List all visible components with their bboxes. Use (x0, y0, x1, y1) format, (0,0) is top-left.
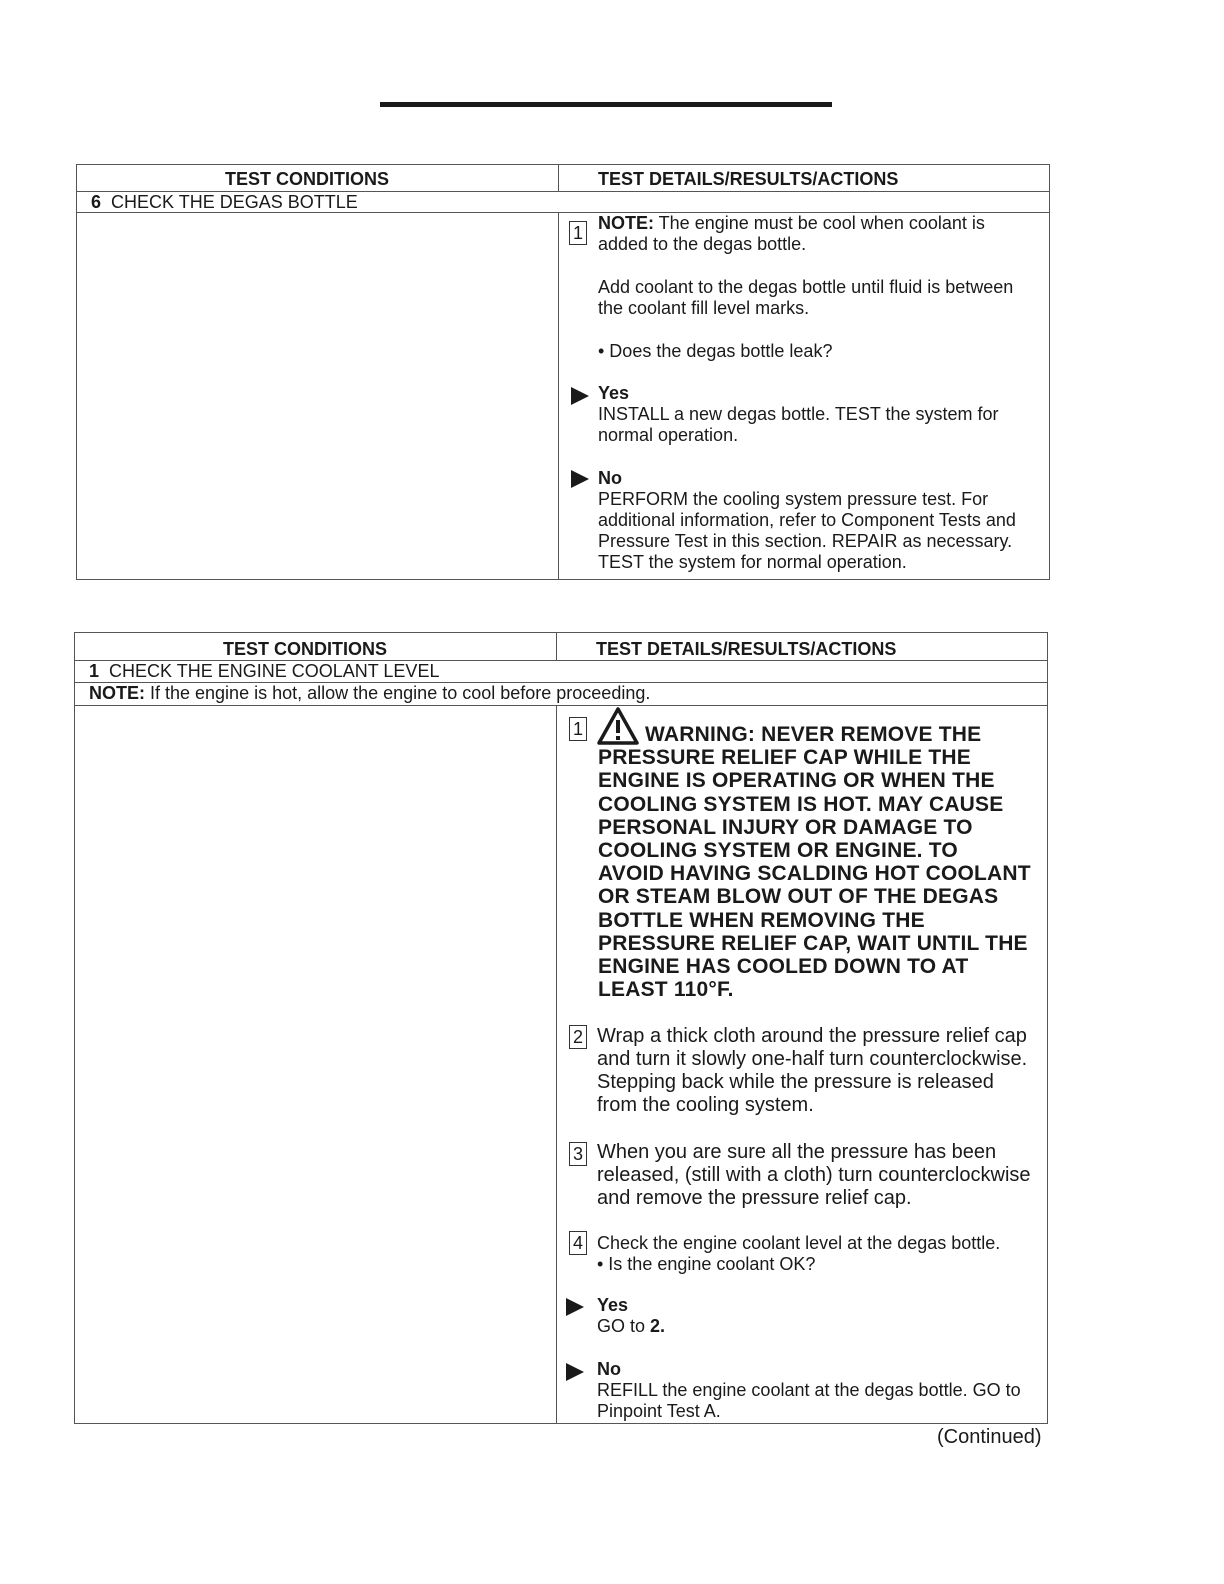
step-title (89, 661, 439, 682)
substep4-text (597, 1233, 1000, 1275)
table-engine-coolant-level (74, 632, 1048, 1424)
note-body: If the engine is hot, allow the engine to cool before proceeding. (145, 683, 651, 703)
substep2-line: and turn it slowly one-half turn counterclockwise. (597, 1048, 1028, 1070)
no-line2: Pinpoint Test A. (597, 1401, 721, 1421)
substep3-text (597, 1141, 1031, 1210)
step-title (91, 192, 358, 213)
note-line2: added to the degas bottle. (598, 234, 807, 254)
yes-label: Yes (597, 1295, 629, 1315)
table-header-row (77, 165, 1049, 192)
col-header-test-conditions: TEST CONDITIONS (225, 169, 390, 189)
substep4-line2: • Is the engine coolant OK? (597, 1254, 816, 1274)
yes-text: GO to (597, 1316, 651, 1336)
continued-label: (Continued) (937, 1426, 1042, 1448)
no-block (598, 468, 1016, 573)
yes-block (597, 1295, 665, 1337)
col-header-test-details: TEST DETAILS/RESULTS/ACTIONS (598, 169, 899, 189)
note-label: NOTE: (598, 213, 654, 233)
warning-line: OR STEAM BLOW OUT OF THE DEGAS (598, 885, 999, 909)
warning-line: COOLING SYSTEM IS HOT. MAY CAUSE (598, 792, 1004, 816)
substep2-line: Stepping back while the pressure is released (597, 1071, 994, 1093)
column-divider (558, 165, 559, 192)
question-text: • Does the degas bottle leak? (598, 341, 833, 361)
substep4-line1: Check the engine coolant level at the degas bottle. (597, 1233, 1001, 1253)
substep2-line: Wrap a thick cloth around the pressure relief cap (597, 1025, 1027, 1047)
no-arrow-icon (571, 470, 589, 488)
warning-line: LEAST 110°F. (598, 978, 734, 1002)
substep3-line: and remove the pressure relief cap. (597, 1187, 912, 1209)
col-header-test-conditions: TEST CONDITIONS (223, 639, 388, 659)
column-divider (556, 633, 557, 661)
yes-line2: normal operation. (598, 425, 739, 445)
step-number-box: 4 (569, 1231, 587, 1255)
warning-line: AVOID HAVING SCALDING HOT COOLANT (598, 862, 1031, 886)
warning-text (598, 723, 1031, 1001)
instruction-paragraph (598, 277, 1013, 319)
no-line3: Pressure Test in this section. REPAIR as necessary. (598, 531, 1013, 551)
substep2-text (597, 1025, 1037, 1117)
yes-arrow-icon (571, 387, 589, 405)
no-line4: TEST the system for normal operation. (598, 552, 907, 572)
instruction-line1: Add coolant to the degas bottle until fluid is between (598, 277, 1014, 297)
warning-line: PERSONAL INJURY OR DAMAGE TO (598, 815, 973, 839)
no-line1: REFILL the engine coolant at the degas bottle. GO to (597, 1380, 1021, 1400)
warning-line: BOTTLE WHEN REMOVING THE (598, 908, 925, 932)
note-paragraph (598, 213, 985, 255)
yes-target: 2. (650, 1316, 666, 1336)
table-degas-bottle (76, 164, 1050, 580)
no-arrow-icon (566, 1363, 584, 1381)
instruction-line2: the coolant fill level marks. (598, 298, 810, 318)
substep3-line: When you are sure all the pressure has been (597, 1141, 997, 1163)
step-title-row (77, 192, 1049, 213)
yes-arrow-icon (566, 1298, 584, 1316)
step-title-text: CHECK THE ENGINE COOLANT LEVEL (109, 661, 440, 681)
note-row (75, 683, 1047, 706)
warning-line: PRESSURE RELIEF CAP WHILE THE (598, 746, 971, 770)
note-line1: The engine must be cool when coolant is (654, 213, 985, 233)
yes-line1: INSTALL a new degas bottle. TEST the system for (598, 404, 999, 424)
step-number: 1 (89, 661, 100, 681)
step-number-box: 1 (569, 221, 587, 245)
warning-line: COOLING SYSTEM OR ENGINE. TO (598, 839, 958, 863)
step-number-box: 2 (569, 1025, 587, 1049)
yes-label: Yes (598, 383, 630, 403)
note-label: NOTE: (89, 683, 145, 703)
step-number-box: 1 (569, 717, 587, 741)
step-title-row (75, 661, 1047, 683)
step-title-text: CHECK THE DEGAS BOTTLE (111, 192, 358, 212)
warning-line: ENGINE HAS COOLED DOWN TO AT (598, 955, 969, 979)
no-line1: PERFORM the cooling system pressure test. For (598, 489, 989, 509)
col-header-test-details: TEST DETAILS/RESULTS/ACTIONS (596, 639, 897, 659)
yes-block (598, 383, 999, 446)
no-line2: additional information, refer to Component Tests and (598, 510, 1016, 530)
no-label: No (598, 468, 622, 488)
warning-line: WARNING: NEVER REMOVE THE (645, 723, 982, 746)
step-number: 6 (91, 192, 102, 212)
no-label: No (597, 1359, 621, 1379)
warning-line: ENGINE IS OPERATING OR WHEN THE (598, 769, 995, 793)
step-number-box: 3 (569, 1142, 587, 1166)
substep2-line: from the cooling system. (597, 1094, 814, 1116)
note-text (89, 683, 650, 704)
substep3-line: released, (still with a cloth) turn counterclockwise (597, 1164, 1031, 1186)
column-divider (558, 213, 559, 580)
column-divider (556, 706, 557, 1424)
table-header-row (75, 633, 1047, 661)
warning-line: PRESSURE RELIEF CAP, WAIT UNTIL THE (598, 931, 1028, 955)
no-block (597, 1359, 1021, 1422)
header-rule (380, 102, 832, 107)
